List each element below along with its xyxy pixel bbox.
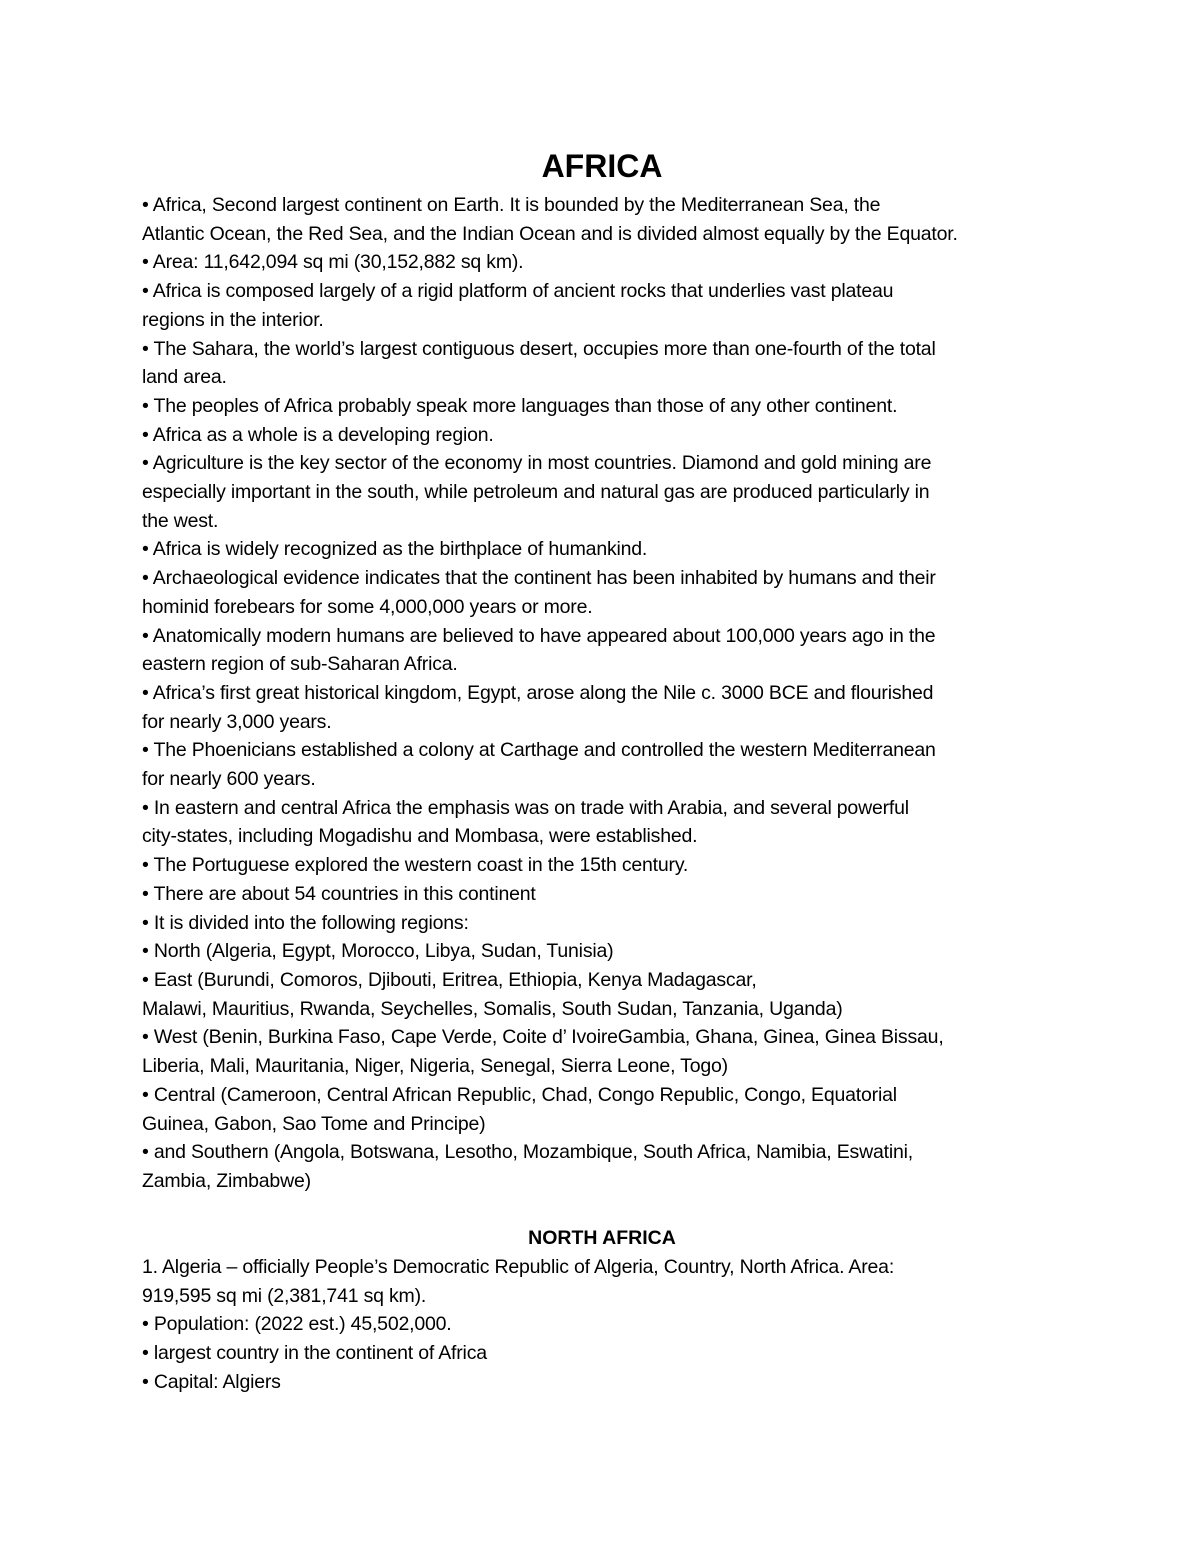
document-body bbox=[142, 146, 1062, 1397]
text-line: • Africa is composed largely of a rigid platform of ancient rocks that underlies vast plateau bbox=[142, 280, 894, 303]
text-line: • Archaeological evidence indicates that the continent has been inhabited by humans and their bbox=[142, 567, 936, 590]
text-line: • Population: (2022 est.) 45,502,000. bbox=[142, 1313, 452, 1336]
text-line: • Capital: Algiers bbox=[142, 1370, 281, 1393]
text-line: • Africa is widely recognized as the birthplace of humankind. bbox=[142, 538, 648, 561]
text-line: eastern region of sub-Saharan Africa. bbox=[142, 653, 458, 676]
text-line: • Anatomically modern humans are believed to have appeared about 100,000 years ago in the bbox=[142, 624, 936, 647]
text-line: • The Portuguese explored the western coast in the 15th century. bbox=[142, 854, 689, 877]
document-title: AFRICA bbox=[541, 148, 663, 184]
text-line: hominid forebears for some 4,000,000 years or more. bbox=[142, 595, 593, 618]
text-line: • Agriculture is the key sector of the economy in most countries. Diamond and gold mining are bbox=[142, 452, 932, 475]
text-line: • and Southern (Angola, Botswana, Lesotho, Mozambique, South Africa, Namibia, Eswatini, bbox=[142, 1141, 913, 1164]
text-line: the west. bbox=[142, 509, 219, 532]
text-line: • The peoples of Africa probably speak more languages than those of any other continent. bbox=[142, 394, 898, 417]
text-line: • Africa, Second largest continent on Earth. It is bounded by the Mediterranean Sea, the bbox=[142, 194, 881, 216]
text-line: • Africa as a whole is a developing region. bbox=[142, 423, 494, 446]
text-line: • largest country in the continent of Africa bbox=[142, 1342, 487, 1365]
text-line: regions in the interior. bbox=[142, 308, 324, 331]
intro-bullet-list bbox=[142, 191, 1062, 1196]
text-line: for nearly 3,000 years. bbox=[142, 710, 332, 733]
text-line: • North (Algeria, Egypt, Morocco, Libya, Sudan, Tunisia) bbox=[142, 940, 614, 963]
text-line: Zambia, Zimbabwe) bbox=[142, 1169, 311, 1192]
text-line: for nearly 600 years. bbox=[142, 768, 316, 791]
text-line: • Africa’s first great historical kingdom, Egypt, arose along the Nile c. 3000 BCE and flourished bbox=[142, 681, 934, 704]
text-line: especially important in the south, while petroleum and natural gas are produced particularly in bbox=[142, 481, 930, 504]
text-line: • In eastern and central Africa the emphasis was on trade with Arabia, and several powerful bbox=[142, 796, 909, 819]
text-line: 919,595 sq mi (2,381,741 sq km). bbox=[142, 1284, 427, 1307]
text-line: Malawi, Mauritius, Rwanda, Seychelles, Somalis, South Sudan, Tanzania, Uganda) bbox=[142, 997, 843, 1020]
text-line: • There are about 54 countries in this continent bbox=[142, 882, 536, 905]
text-line: • West (Benin, Burkina Faso, Cape Verde, Coite d’ IvoireGambia, Ghana, Ginea, Ginea Bissau, bbox=[142, 1026, 944, 1049]
text-line: Atlantic Ocean, the Red Sea, and the Indian Ocean and is divided almost equally by the Equator. bbox=[142, 222, 958, 245]
text-line: • The Sahara, the world’s largest contiguous desert, occupies more than one-fourth of the total bbox=[142, 337, 936, 360]
section-heading-north-africa: NORTH AFRICA bbox=[528, 1227, 676, 1250]
text-line: land area. bbox=[142, 366, 227, 389]
text-line: • Area: 11,642,094 sq mi (30,152,882 sq km). bbox=[142, 251, 524, 274]
text-line: city-states, including Mogadishu and Mombasa, were established. bbox=[142, 825, 698, 848]
text-line: 1. Algeria – officially People’s Democratic Republic of Algeria, Country, North Africa. Area: bbox=[142, 1256, 895, 1278]
text-line: Liberia, Mali, Mauritania, Niger, Nigeria, Senegal, Sierra Leone, Togo) bbox=[142, 1055, 728, 1078]
text-line: • The Phoenicians established a colony at Carthage and controlled the western Mediterranean bbox=[142, 739, 936, 762]
north-africa-list bbox=[142, 1253, 1062, 1397]
text-line: • East (Burundi, Comoros, Djibouti, Eritrea, Ethiopia, Kenya Madagascar, bbox=[142, 968, 757, 991]
text-line: • It is divided into the following regions: bbox=[142, 911, 469, 934]
text-line: • Central (Cameroon, Central African Republic, Chad, Congo Republic, Congo, Equatorial bbox=[142, 1083, 897, 1106]
text-line: Guinea, Gabon, Sao Tome and Principe) bbox=[142, 1112, 486, 1135]
blank-line bbox=[142, 1196, 1062, 1225]
